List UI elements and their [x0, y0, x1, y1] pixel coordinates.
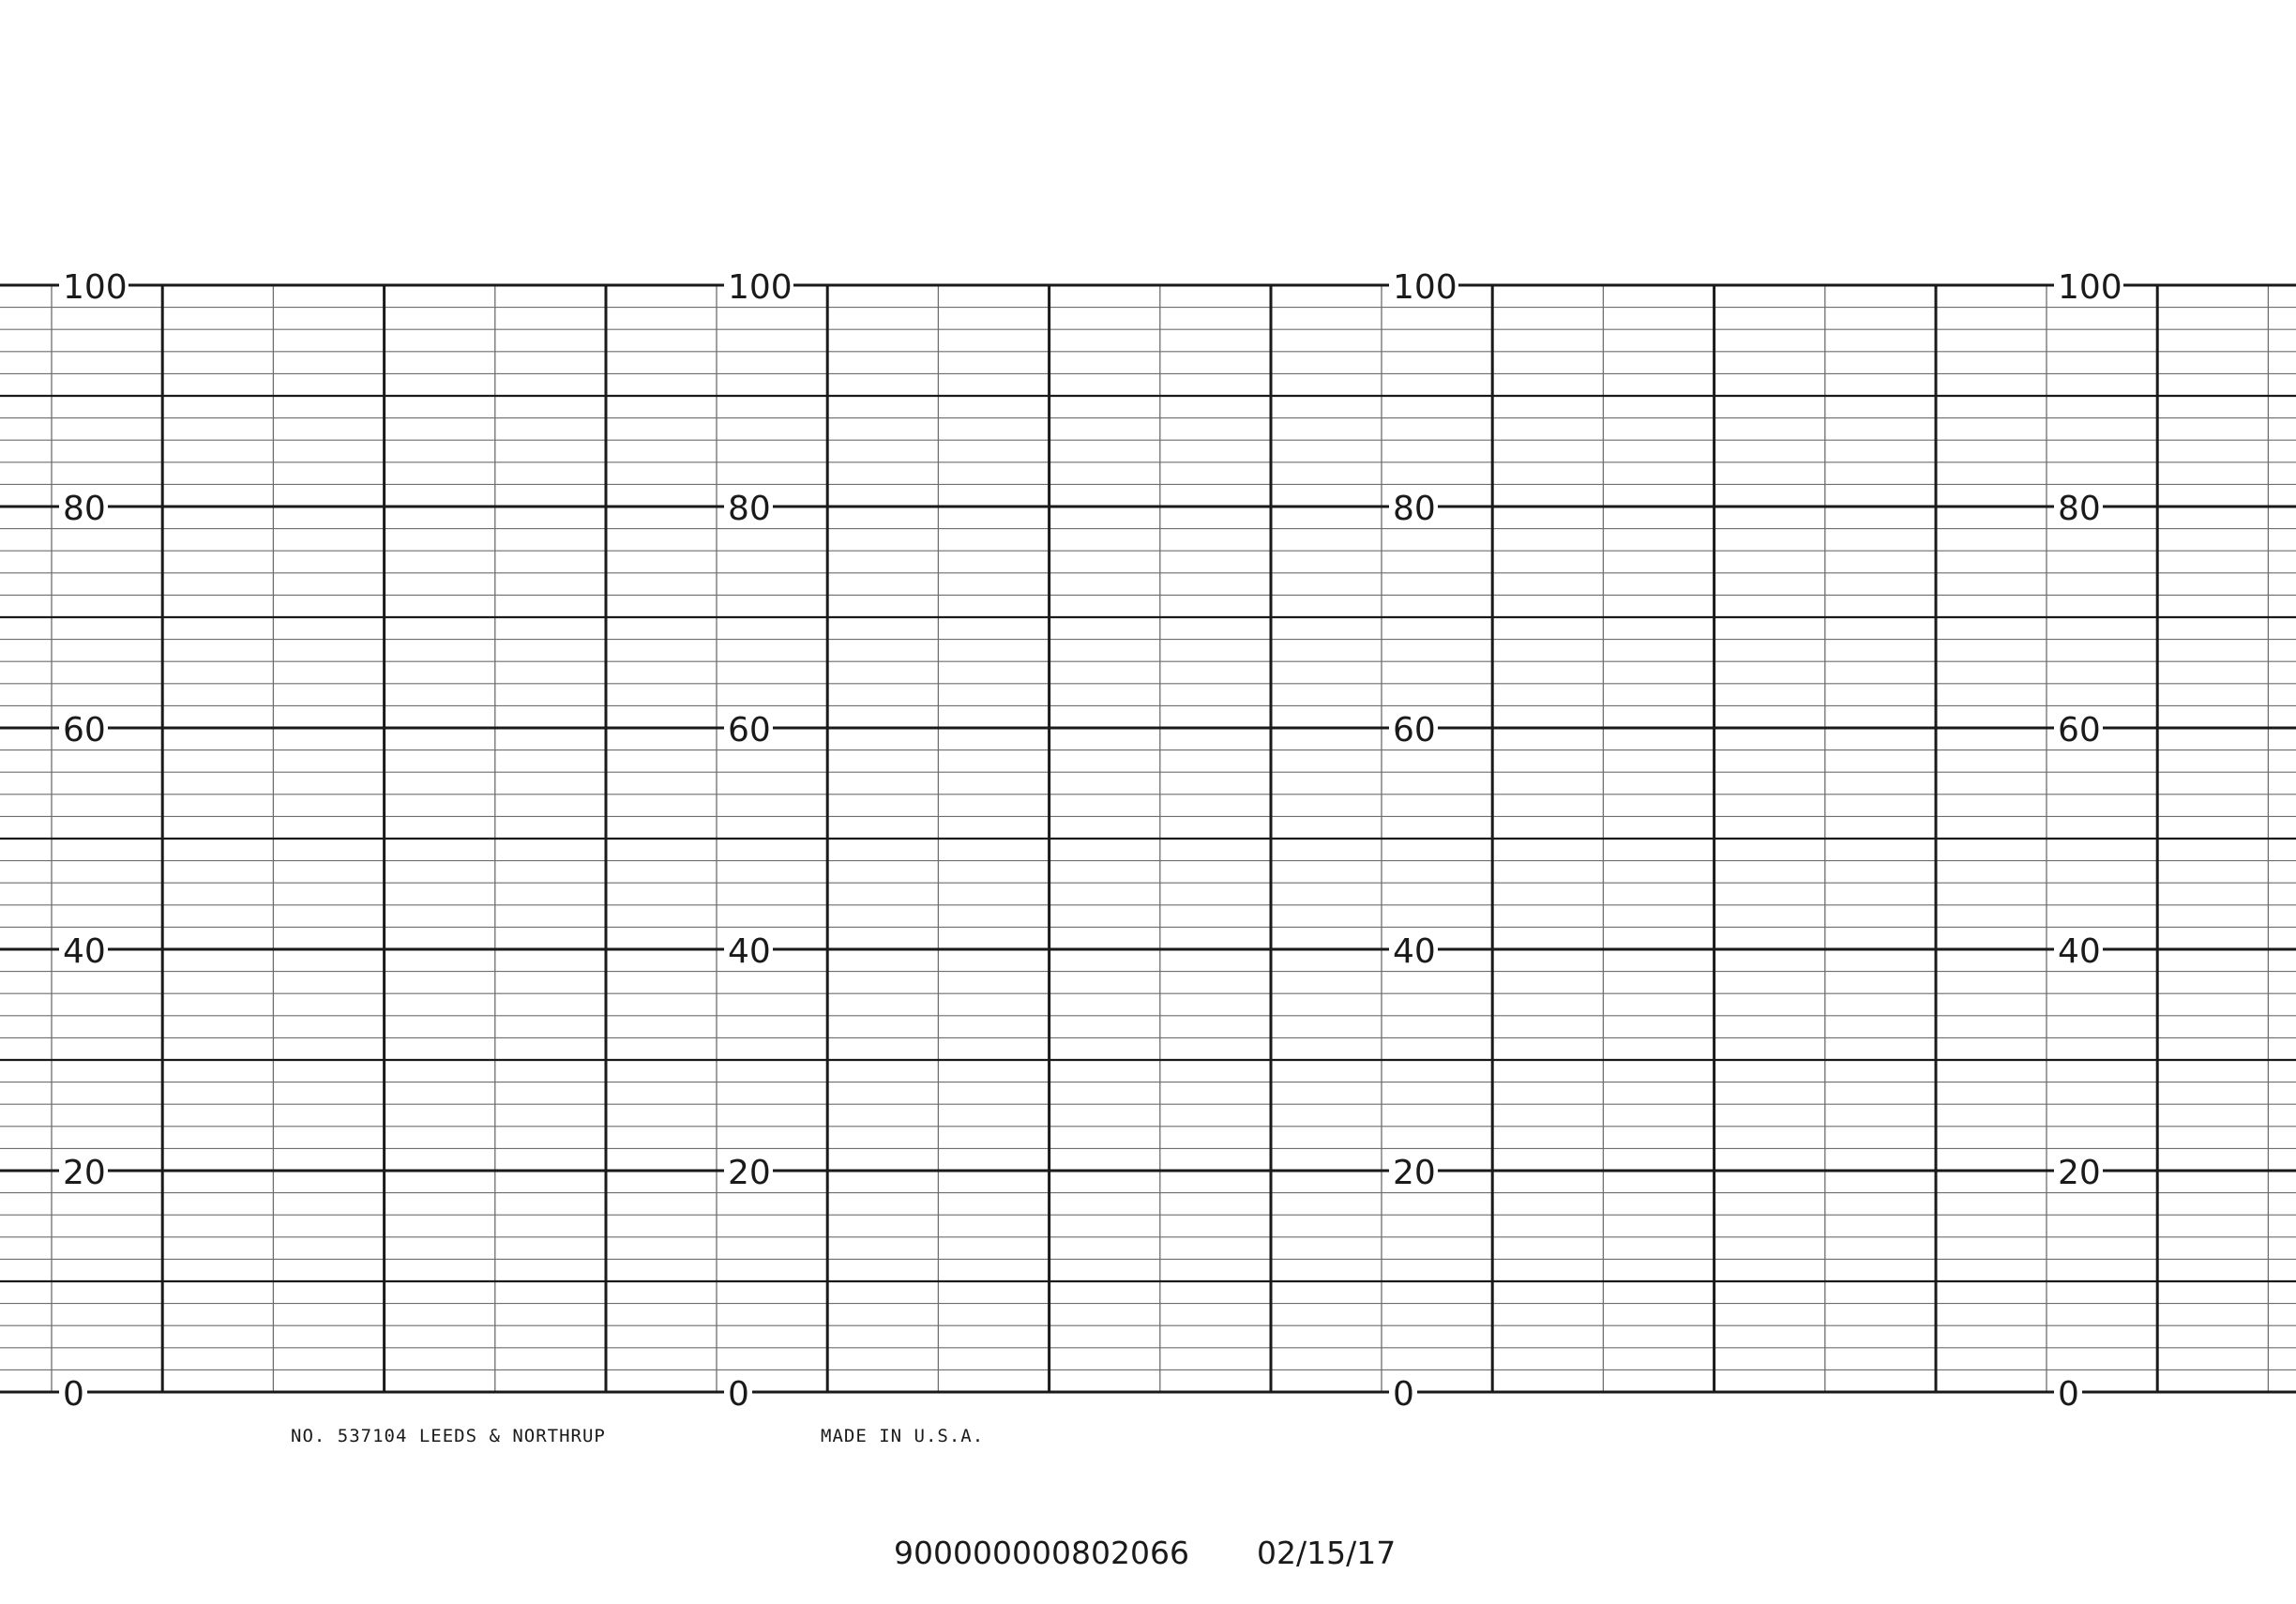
scale-label: 40: [63, 932, 106, 971]
scale-label: 80: [2058, 490, 2101, 528]
catalog-imprint: NO. 537104 LEEDS & NORTHRUP: [291, 1426, 606, 1446]
scale-label: 100: [728, 268, 793, 307]
scale-label: 20: [728, 1154, 771, 1192]
scale-label: 100: [1393, 268, 1458, 307]
scale-label: 40: [728, 932, 771, 971]
scale-label: 40: [1393, 932, 1436, 971]
scale-label: 80: [728, 490, 771, 528]
scale-label: 40: [2058, 932, 2101, 971]
scale-label: 60: [2058, 711, 2101, 749]
scale-label: 20: [2058, 1154, 2101, 1192]
scale-label: 0: [1393, 1375, 1414, 1414]
scale-label: 60: [63, 711, 106, 749]
print-date: 02/15/17: [1257, 1535, 1397, 1571]
scale-label: 20: [1393, 1154, 1436, 1192]
scale-label: 0: [2058, 1375, 2079, 1414]
scale-label: 80: [1393, 490, 1436, 528]
scale-label: 60: [728, 711, 771, 749]
origin-imprint: MADE IN U.S.A.: [821, 1426, 985, 1446]
scale-label: 100: [63, 268, 128, 307]
scale-label: 0: [63, 1375, 84, 1414]
scale-label: 100: [2058, 268, 2122, 307]
serial-number: 900000000802066: [894, 1535, 1189, 1571]
major-grid-lines: [0, 285, 2296, 1392]
scale-label: 60: [1393, 711, 1436, 749]
scale-label: 80: [63, 490, 106, 528]
scale-label: 0: [728, 1375, 749, 1414]
scale-label: 20: [63, 1154, 106, 1192]
